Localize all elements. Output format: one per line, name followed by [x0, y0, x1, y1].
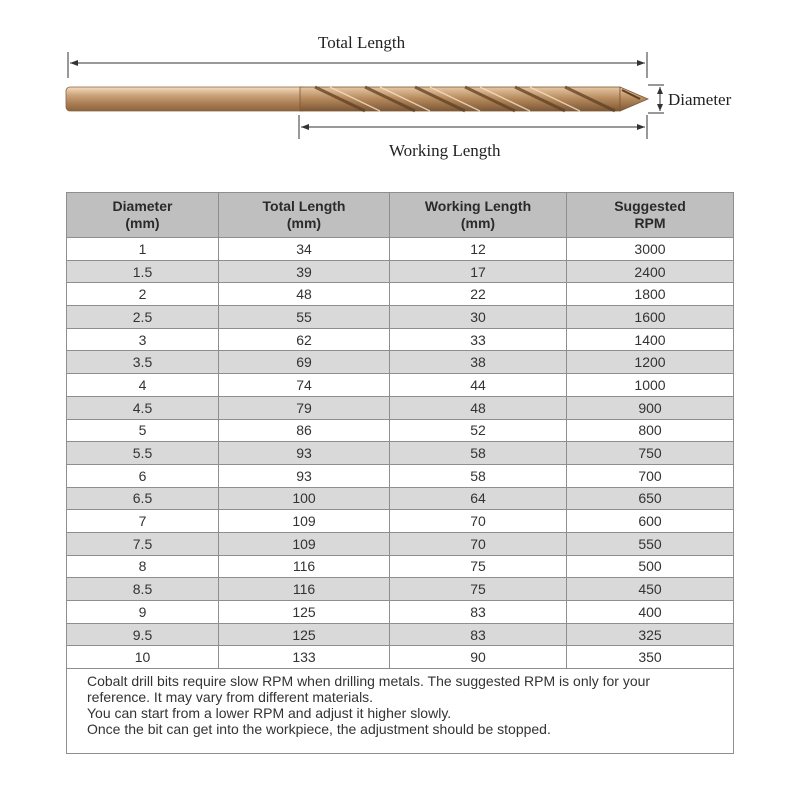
cell-total-length: 93 [219, 464, 390, 487]
cell-diameter: 6.5 [67, 487, 219, 510]
note-line-4: Once the bit can get into the workpiece, the adjustment should be stopped. [87, 721, 551, 738]
cell-rpm: 1600 [567, 306, 734, 329]
cell-rpm: 500 [567, 555, 734, 578]
cell-diameter: 8 [67, 555, 219, 578]
total-length-dimension [68, 52, 647, 78]
cell-working-length: 12 [390, 238, 567, 261]
cell-diameter: 1 [67, 238, 219, 261]
table-row [67, 646, 734, 669]
table-row [67, 510, 734, 533]
table-row [67, 419, 734, 442]
table-row [67, 260, 734, 283]
diameter-dimension [648, 85, 664, 113]
cell-working-length: 33 [390, 328, 567, 351]
cell-working-length: 38 [390, 351, 567, 374]
cell-working-length: 70 [390, 510, 567, 533]
table-row [67, 532, 734, 555]
cell-diameter: 7.5 [67, 532, 219, 555]
table-row [67, 396, 734, 419]
cell-diameter: 9.5 [67, 623, 219, 646]
header-diameter: Diameter (mm) [67, 193, 219, 238]
cell-diameter: 4.5 [67, 396, 219, 419]
table-header [67, 193, 734, 238]
working-length-label: Working Length [389, 141, 501, 160]
cell-rpm: 450 [567, 578, 734, 601]
cell-rpm: 1800 [567, 283, 734, 306]
cell-total-length: 48 [219, 283, 390, 306]
note-cell [67, 669, 734, 754]
table-row [67, 351, 734, 374]
cell-rpm: 1400 [567, 328, 734, 351]
table-row [67, 306, 734, 329]
cell-diameter: 5.5 [67, 442, 219, 465]
cell-total-length: 100 [219, 487, 390, 510]
cell-working-length: 75 [390, 555, 567, 578]
cell-diameter: 6 [67, 464, 219, 487]
cell-diameter: 3 [67, 328, 219, 351]
drill-bit-diagram [0, 0, 800, 180]
cell-diameter: 9 [67, 601, 219, 624]
cell-working-length: 58 [390, 464, 567, 487]
note-line-2: reference. It may vary from different materials. [87, 689, 374, 706]
cell-total-length: 125 [219, 601, 390, 624]
table-row [67, 555, 734, 578]
cell-working-length: 70 [390, 532, 567, 555]
table-row [67, 464, 734, 487]
cell-rpm: 3000 [567, 238, 734, 261]
header-total-length: Total Length (mm) [219, 193, 390, 238]
cell-total-length: 86 [219, 419, 390, 442]
cell-diameter: 7 [67, 510, 219, 533]
table-row [67, 328, 734, 351]
cell-rpm: 600 [567, 510, 734, 533]
cell-working-length: 52 [390, 419, 567, 442]
cell-total-length: 109 [219, 532, 390, 555]
cell-rpm: 400 [567, 601, 734, 624]
note-line-1: Cobalt drill bits require slow RPM when drilling metals. The suggested RPM is only for your [87, 673, 651, 690]
cell-diameter: 3.5 [67, 351, 219, 374]
cell-rpm: 2400 [567, 260, 734, 283]
cell-diameter: 2.5 [67, 306, 219, 329]
cell-total-length: 93 [219, 442, 390, 465]
table-row [67, 601, 734, 624]
cell-rpm: 800 [567, 419, 734, 442]
cell-working-length: 75 [390, 578, 567, 601]
total-length-label: Total Length [318, 33, 406, 52]
cell-working-length: 90 [390, 646, 567, 669]
table-row [67, 238, 734, 261]
cell-total-length: 116 [219, 578, 390, 601]
cell-rpm: 1000 [567, 374, 734, 397]
cell-working-length: 64 [390, 487, 567, 510]
cell-diameter: 5 [67, 419, 219, 442]
cell-rpm: 700 [567, 464, 734, 487]
table-row [67, 623, 734, 646]
cell-rpm: 1200 [567, 351, 734, 374]
drill-bit [66, 87, 648, 111]
cell-diameter: 10 [67, 646, 219, 669]
table-body [67, 238, 734, 669]
cell-rpm: 900 [567, 396, 734, 419]
cell-rpm: 650 [567, 487, 734, 510]
cell-working-length: 17 [390, 260, 567, 283]
cell-diameter: 8.5 [67, 578, 219, 601]
cell-total-length: 62 [219, 328, 390, 351]
cell-working-length: 48 [390, 396, 567, 419]
table-row [67, 578, 734, 601]
cell-total-length: 34 [219, 238, 390, 261]
cell-total-length: 55 [219, 306, 390, 329]
table-row [67, 374, 734, 397]
drill-shank [66, 87, 306, 111]
cell-rpm: 750 [567, 442, 734, 465]
cell-total-length: 125 [219, 623, 390, 646]
header-working-length: Working Length (mm) [390, 193, 567, 238]
cell-working-length: 58 [390, 442, 567, 465]
cell-working-length: 22 [390, 283, 567, 306]
cell-total-length: 109 [219, 510, 390, 533]
table-row [67, 487, 734, 510]
cell-rpm: 325 [567, 623, 734, 646]
cell-total-length: 133 [219, 646, 390, 669]
working-length-dimension [299, 115, 647, 139]
cell-diameter: 1.5 [67, 260, 219, 283]
table-row [67, 283, 734, 306]
cell-total-length: 74 [219, 374, 390, 397]
cell-total-length: 39 [219, 260, 390, 283]
cell-total-length: 79 [219, 396, 390, 419]
cell-rpm: 550 [567, 532, 734, 555]
cell-diameter: 2 [67, 283, 219, 306]
header-suggested-rpm: Suggested RPM [567, 193, 734, 238]
cell-diameter: 4 [67, 374, 219, 397]
cell-working-length: 44 [390, 374, 567, 397]
note-line-3: You can start from a lower RPM and adjust it higher slowly. [87, 705, 452, 722]
table-row [67, 442, 734, 465]
cell-total-length: 69 [219, 351, 390, 374]
cell-working-length: 30 [390, 306, 567, 329]
drill-spec-table [66, 192, 734, 754]
cell-working-length: 83 [390, 601, 567, 624]
cell-total-length: 116 [219, 555, 390, 578]
cell-rpm: 350 [567, 646, 734, 669]
diameter-label: Diameter [668, 90, 732, 109]
cell-working-length: 83 [390, 623, 567, 646]
